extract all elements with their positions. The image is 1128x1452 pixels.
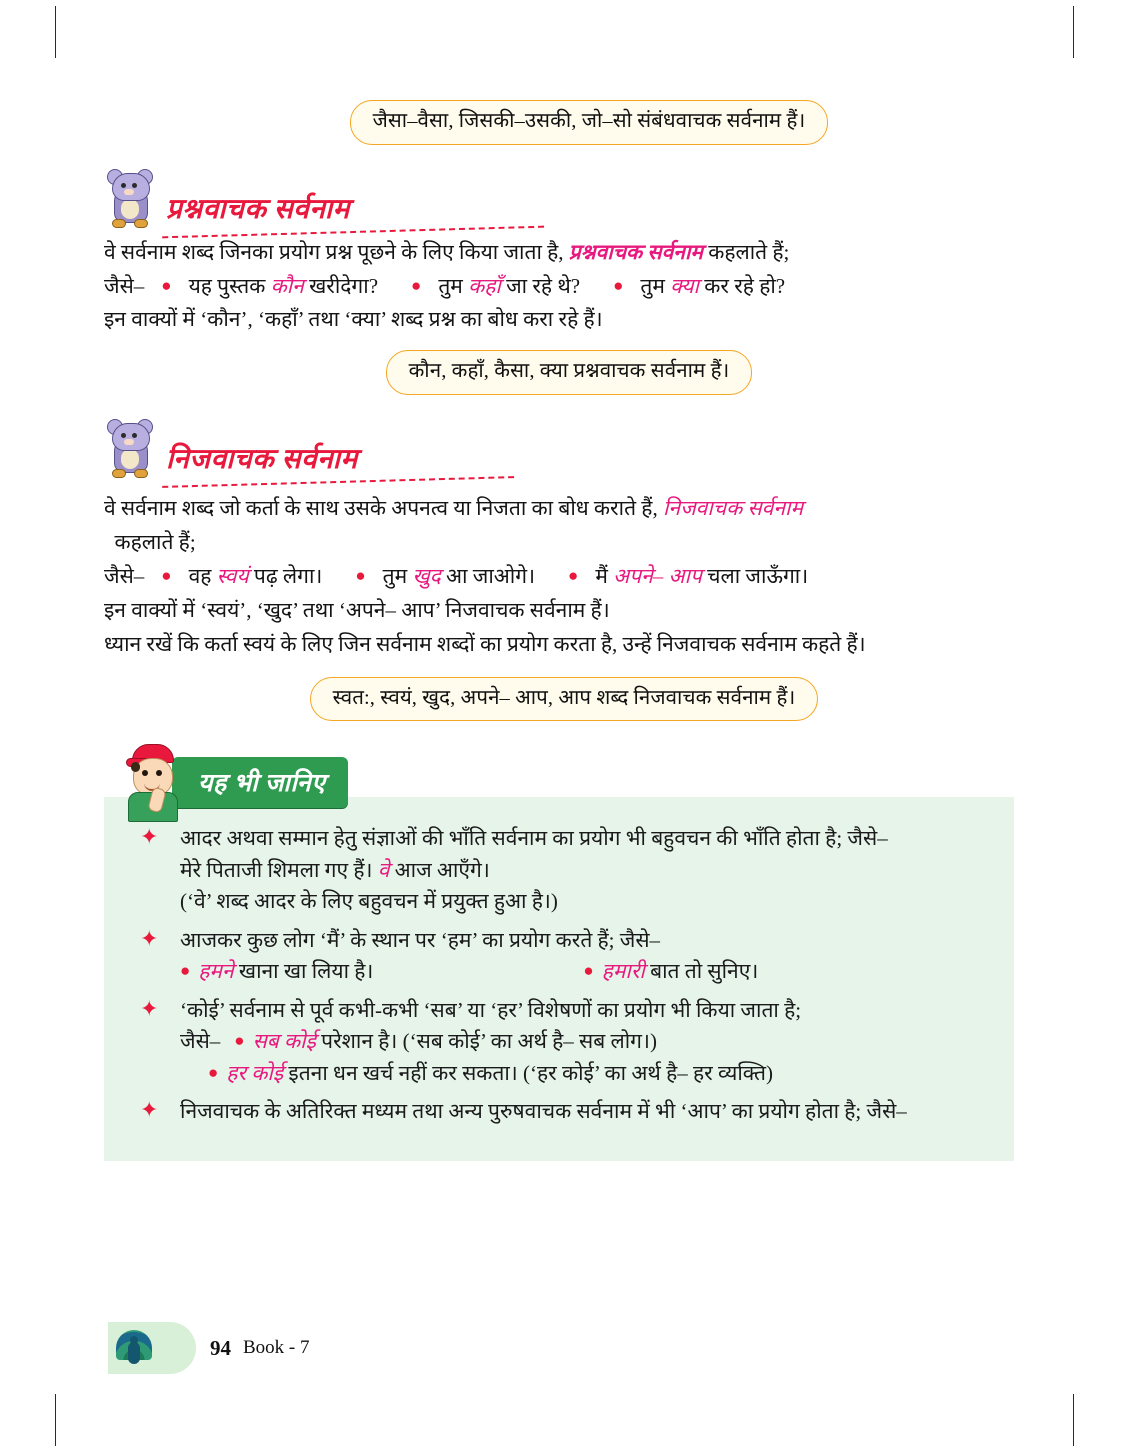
- example-3-highlight: क्या: [670, 273, 699, 298]
- item-3-line1: ‘कोई’ सर्वनाम से पूर्व कभी-कभी ‘सब’ या ‘हर’ विशेषणों का प्रयोग भी किया जाता है;: [180, 997, 802, 1022]
- example-2-post: आ जाओगे।: [440, 563, 536, 588]
- example-1-pre: यह पुस्तक: [188, 273, 271, 298]
- item-2-sub-2-post: बात तो सुनिए।: [644, 959, 759, 984]
- example-2-pre: तुम: [438, 273, 469, 298]
- item-2-line1: आजकर कुछ लोग ‘मैं’ के स्थान पर ‘हम’ का प्रयोग करते हैं; जैसे–: [180, 927, 661, 952]
- bullet-icon: ●: [568, 565, 579, 585]
- definition-highlight: प्रश्नवाचक सर्वनाम: [568, 239, 703, 264]
- item-3-line2: [180, 1026, 984, 1058]
- item-3-line2-highlight: सब कोई: [252, 1029, 316, 1054]
- examples-lead: जैसे–: [104, 563, 145, 588]
- paragraph-prashnavachak-examples: [104, 271, 1014, 303]
- paragraph-prashnavachak-note: इन वाक्यों में ‘कौन’, ‘कहाँ’ तथा ‘क्या’ शब्द प्रश्न का बोध करा रहे हैं।: [104, 307, 603, 332]
- know-more-tab: [120, 755, 1014, 809]
- peacock-icon: [114, 1328, 156, 1368]
- definition-highlight-a: निजवाचक सर्वनाम: [662, 496, 803, 520]
- item-3-line3-highlight: हर कोई: [226, 1060, 284, 1085]
- boy-mascot-icon: [120, 744, 186, 820]
- callout-nijvachak: स्वत:, स्वयं, खुद, अपने– आप, आप शब्द निजवाचक सर्वनाम हैं।: [310, 677, 819, 722]
- example-2-pre: तुम: [382, 563, 413, 588]
- item-1-line2: [180, 855, 984, 887]
- crop-mark-top-right-v: [1073, 6, 1074, 58]
- top-callout-row: [164, 100, 1014, 145]
- example-3-highlight: अपने– आप: [613, 563, 702, 588]
- star-bullet-icon: ✦: [140, 925, 159, 951]
- item-1-line2-highlight: वे: [377, 857, 390, 882]
- item-1-line3: (‘वे’ शब्द आदर के लिए बहुवचन में प्रयुक्त हुआ है।): [180, 889, 558, 914]
- crop-mark-bottom-left-v: [55, 1394, 56, 1446]
- know-more-panel: [104, 797, 1014, 1161]
- list-item: [134, 1096, 984, 1128]
- item-2-sub-1-post: खाना खा लिया है।: [233, 959, 374, 984]
- item-3-line3: [180, 1058, 984, 1090]
- callout-prashnavachak: कौन, कहाँ, कैसा, क्या प्रश्नवाचक सर्वनाम हैं।: [386, 350, 753, 395]
- peacock-badge: [108, 1322, 196, 1374]
- know-more-section: [104, 755, 1014, 1161]
- example-1-pre: वह: [188, 563, 217, 588]
- bullet-icon: ●: [411, 275, 422, 295]
- section-title: निजवाचक सर्वनाम: [166, 444, 358, 475]
- paragraph-nijvachak-note: इन वाक्यों में ‘स्वयं’, ‘खुद’ तथा ‘अपने– आप’ निजवाचक सर्वनाम हैं।: [104, 597, 610, 622]
- item-2-sub-2-highlight: हमारी: [601, 959, 645, 984]
- callout-sambandhvachak: जैसा–वैसा, जिसकी–उसकी, जो–सो संबंधवाचक सर्वनाम हैं।: [350, 100, 829, 145]
- know-more-list: [134, 823, 984, 1128]
- crop-mark-bottom-right-v: [1073, 1394, 1074, 1446]
- definition-text-b: कहलाते हैं;: [109, 529, 196, 554]
- mouse-mascot-icon: [104, 171, 156, 229]
- definition-text-a: वे सर्वनाम शब्द जो कर्ता के साथ उसके अपनत्व या निजता का बोध कराते हैं,: [104, 496, 663, 520]
- star-bullet-icon: ✦: [140, 824, 159, 850]
- list-item: [134, 823, 984, 918]
- definition-text-a: वे सर्वनाम शब्द जिनका प्रयोग प्रश्न पूछने के लिए किया जाता है,: [104, 239, 569, 264]
- paragraph-prashnavachak-definition: [104, 237, 1014, 269]
- bullet-icon: ●: [208, 1062, 219, 1082]
- example-2-highlight: कहाँ: [468, 273, 501, 298]
- star-bullet-icon: ✦: [140, 1097, 159, 1123]
- list-item: [134, 925, 984, 988]
- example-1-post: पढ़ लेगा।: [248, 563, 323, 588]
- callout-row-nijvachak: [114, 677, 1014, 722]
- item-1-line1: आदर अथवा सम्मान हेतु संज्ञाओं की भाँति सर्वनाम का प्रयोग भी बहुवचन की भाँति होता है; जैसे–: [180, 826, 888, 851]
- mouse-mascot-icon: [104, 421, 156, 479]
- section-heading-nijvachak: [104, 421, 1014, 479]
- list-item: [134, 995, 984, 1090]
- bullet-icon: ●: [613, 275, 624, 295]
- callout-row-prashnavachak: [124, 350, 1014, 395]
- paragraph-nijvachak-definition: [104, 493, 1014, 525]
- item-1-line2-pre: मेरे पिताजी शिमला गए हैं।: [180, 857, 378, 882]
- examples-lead: जैसे–: [104, 273, 145, 298]
- example-2-highlight: खुद: [412, 563, 441, 588]
- item-2-subexamples: [180, 956, 984, 988]
- item-1-line2-post: आज आएँगे।: [389, 857, 490, 882]
- paragraph-nijvachak-note-2: ध्यान रखें कि कर्ता स्वयं के लिए जिन सर्वनाम शब्दों का प्रयोग करता है, उन्हें निजवाचक सर्वनाम कहते हैं।: [104, 631, 866, 656]
- definition-text-b: कहलाते हैं;: [702, 239, 790, 264]
- item-3-line3-post: इतना धन खर्च नहीं कर सकता। (‘हर कोई’ का अर्थ है– हर व्यक्ति): [283, 1060, 773, 1085]
- bullet-icon: ●: [161, 565, 172, 585]
- example-1-highlight: स्वयं: [216, 563, 249, 588]
- bullet-icon: ●: [583, 961, 594, 981]
- paragraph-nijvachak-examples: [104, 561, 1014, 593]
- item-3-line2-post: परेशान है। (‘सब कोई’ का अर्थ है– सब लोग।): [315, 1029, 657, 1054]
- item-2-sub-1-highlight: हमने: [198, 959, 234, 984]
- item-3-line2-lead: जैसे–: [180, 1029, 221, 1054]
- page-footer: [104, 1322, 310, 1374]
- star-bullet-icon: ✦: [140, 995, 159, 1021]
- example-3-pre: तुम: [640, 273, 671, 298]
- bullet-icon: ●: [161, 275, 172, 295]
- book-label: Book - 7: [243, 1337, 310, 1358]
- section-heading-prashnavachak: [104, 171, 1014, 229]
- example-3-post: चला जाऊँगा।: [701, 563, 809, 588]
- paragraph-nijvachak-definition-cont: [104, 527, 1014, 559]
- page-number: 94: [210, 1335, 231, 1360]
- bullet-icon: ●: [234, 1031, 245, 1051]
- example-3-post: कर रहे हो?: [699, 273, 786, 298]
- item-4-line1: निजवाचक के अतिरिक्त मध्यम तथा अन्य पुरुषवाचक सर्वनाम में भी ‘आप’ का प्रयोग होता है; जैसे–: [180, 1099, 907, 1124]
- example-1-highlight: कौन: [270, 273, 304, 298]
- example-3-pre: मैं: [595, 563, 614, 588]
- example-1-post: खरीदेगा?: [303, 273, 379, 298]
- example-2-post: जा रहे थे?: [500, 273, 581, 298]
- bullet-icon: ●: [355, 565, 366, 585]
- section-title: प्रश्नवाचक सर्वनाम: [166, 193, 350, 225]
- crop-mark-top-left-v: [55, 6, 56, 58]
- document-content: [104, 100, 1014, 1161]
- bullet-icon: ●: [180, 961, 191, 981]
- know-more-label: यह भी जानिए: [172, 757, 348, 808]
